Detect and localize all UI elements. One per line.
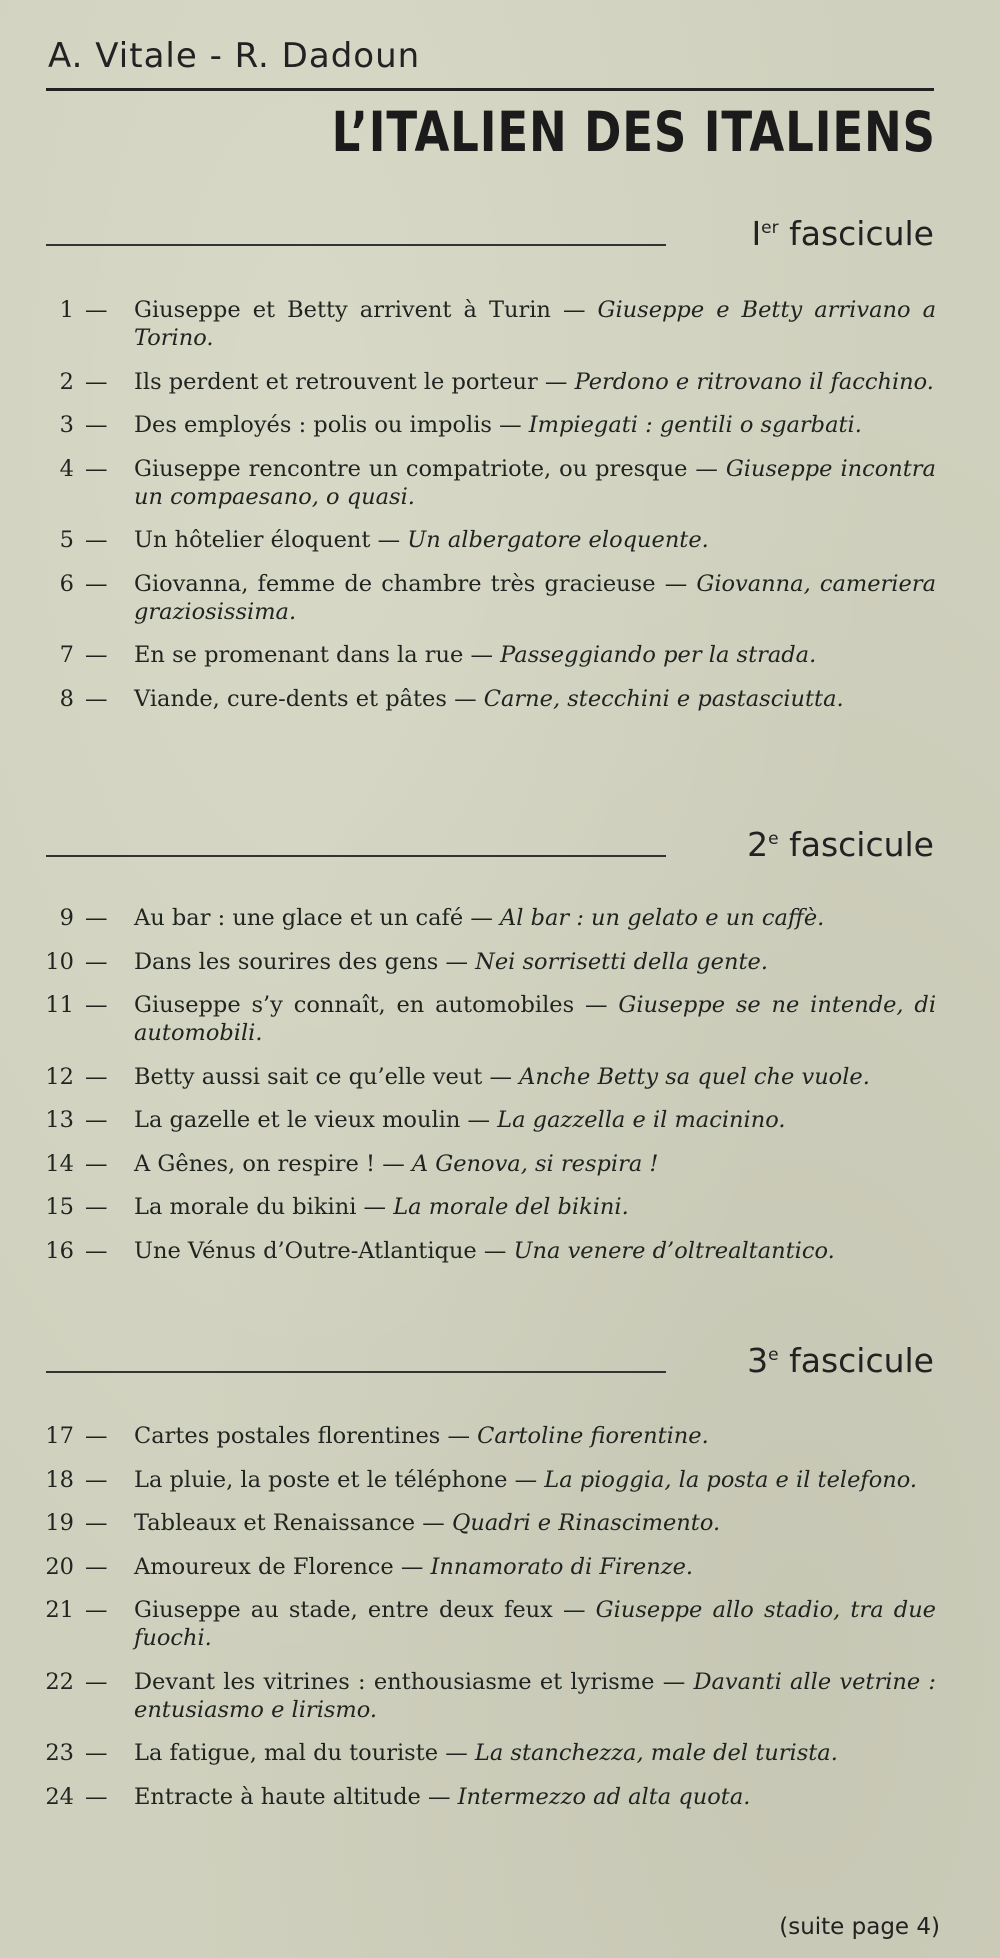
entry-italian: La stanchezza, male del turista.	[474, 1740, 838, 1766]
entry-dash: —	[85, 1063, 108, 1090]
entry-italian: Al bar : un gelato e un caffè.	[500, 905, 825, 931]
entry-italian: La pioggia, la posta e il telefono.	[544, 1466, 918, 1493]
entry-dash-inline: —	[467, 1107, 490, 1133]
section-label-prefix: 2	[747, 825, 769, 864]
entry-french: La pluie, la poste et le téléphone	[134, 1466, 508, 1493]
entry-french: Giovanna, femme de chambre très gracieuse	[134, 570, 656, 597]
section-label-prefix: I	[751, 214, 762, 253]
entry-french: Giuseppe rencontre un compatriote, ou presque	[134, 455, 688, 482]
section-label-sup: e	[768, 829, 779, 849]
entry-dash: —	[85, 570, 108, 597]
list-item	[30, 296, 936, 352]
section-label	[747, 1341, 934, 1380]
entry-dash-inline: —	[363, 1194, 387, 1220]
entry-dash: —	[85, 905, 108, 931]
authors: A. Vitale - R. Dadoun	[48, 36, 421, 76]
entry-french: Des employés : polis ou impolis	[134, 412, 492, 438]
list-item	[30, 1739, 936, 1767]
entry-italian: Giovanna, cameriera graziosissima.	[134, 570, 936, 625]
entry-dash-inline: —	[382, 1150, 405, 1177]
section-rule	[46, 244, 666, 246]
entry-number: 4	[59, 455, 74, 482]
list-item	[30, 991, 936, 1047]
section-heading-2	[46, 825, 934, 881]
list-item	[30, 1509, 936, 1537]
entry-dash: —	[85, 1194, 108, 1220]
list-item	[30, 1553, 936, 1581]
entry-dash-inline: —	[662, 1668, 686, 1695]
section-label-word: fascicule	[778, 214, 934, 253]
list-item	[30, 526, 936, 554]
entry-italian: Cartoline fiorentine.	[477, 1423, 709, 1449]
entry-number: 2	[59, 368, 74, 395]
entry-dash: —	[85, 1237, 108, 1264]
entry-french: Un hôtelier éloquent	[134, 527, 371, 553]
list-item	[30, 1063, 936, 1091]
entry-french: Dans les sourires des gens	[134, 948, 439, 975]
section-label	[747, 825, 934, 864]
entry-number: 1	[59, 297, 74, 323]
entry-number: 8	[59, 685, 74, 712]
entry-number: 6	[59, 570, 74, 597]
entry-dash: —	[85, 948, 108, 975]
entry-number: 16	[45, 1237, 74, 1264]
section-entries-3	[30, 1422, 936, 1826]
section-label-word: fascicule	[778, 825, 934, 864]
section-label-prefix: 3	[747, 1341, 769, 1380]
entry-italian: Nei sorrisetti della gente.	[475, 948, 768, 975]
entry-dash-inline: —	[544, 368, 568, 395]
entry-dash: —	[85, 1597, 108, 1623]
entry-italian: Una venere d’oltrealtantico.	[513, 1237, 835, 1264]
entry-number: 7	[59, 642, 74, 668]
page-title: L’ITALIEN DES ITALIENS	[331, 100, 936, 164]
entry-italian: Passeggiando per la strada.	[500, 642, 817, 668]
entry-french: A Gênes, on respire !	[134, 1150, 376, 1177]
entry-dash: —	[85, 412, 108, 438]
list-item	[30, 1193, 936, 1221]
entry-italian: Giuseppe incontra un compaesano, o quasi.	[134, 455, 936, 510]
entry-french: Amoureux de Florence	[134, 1553, 394, 1580]
entry-dash-inline: —	[514, 1466, 538, 1493]
list-item	[30, 1466, 936, 1494]
section-entries-2	[30, 904, 936, 1280]
entry-number: 3	[59, 412, 74, 438]
entry-french: Ils perdent et retrouvent le porteur	[134, 368, 538, 395]
entry-french: La fatigue, mal du touriste	[134, 1740, 439, 1766]
entry-dash-inline: —	[563, 1597, 586, 1623]
entry-italian: La morale del bikini.	[393, 1194, 629, 1220]
entry-italian: Anche Betty sa quel che vuole.	[519, 1063, 870, 1090]
list-item	[30, 1668, 936, 1724]
entry-french: Tableaux et Renaissance	[134, 1510, 416, 1536]
entry-dash: —	[85, 297, 108, 323]
entry-dash-inline: —	[445, 1740, 468, 1766]
entry-french: Giuseppe et Betty arrivent à Turin	[134, 297, 551, 323]
entry-dash-inline: —	[427, 1783, 451, 1810]
section-rule	[46, 855, 666, 857]
list-item	[30, 1783, 936, 1811]
entry-french: Entracte à haute altitude	[134, 1783, 421, 1810]
entry-dash: —	[85, 455, 108, 482]
entry-number: 19	[45, 1510, 74, 1536]
entry-dash-inline: —	[695, 455, 718, 482]
entry-italian: La gazzella e il macinino.	[497, 1107, 786, 1133]
list-item	[30, 1596, 936, 1652]
entry-italian: Impiegati : gentili o sgarbati.	[528, 412, 862, 438]
entry-number: 22	[45, 1668, 74, 1695]
list-item	[30, 1106, 936, 1134]
entry-dash-inline: —	[489, 1063, 512, 1090]
entry-dash-inline: —	[499, 412, 522, 438]
entry-dash-inline: —	[562, 297, 586, 323]
entry-number: 12	[45, 1063, 74, 1090]
entry-dash: —	[85, 368, 108, 395]
entry-number: 18	[45, 1466, 74, 1493]
entry-italian: Giuseppe e Betty arrivano a Torino.	[134, 297, 936, 351]
entry-number: 10	[45, 948, 74, 975]
entry-dash-inline: —	[664, 570, 688, 597]
entry-french: Betty aussi sait ce qu’elle veut	[134, 1063, 483, 1090]
entry-dash: —	[85, 1783, 108, 1810]
entry-dash: —	[85, 642, 108, 668]
section-heading-3	[46, 1341, 934, 1397]
section-entries-1	[30, 296, 936, 728]
entry-french: Giuseppe au stade, entre deux feux	[134, 1597, 553, 1623]
section-heading-1	[46, 214, 934, 270]
entry-italian: Quadri e Rinascimento.	[451, 1510, 721, 1536]
entry-number: 21	[45, 1597, 74, 1623]
entry-french: La gazelle et le vieux moulin	[134, 1107, 461, 1133]
entry-dash-inline: —	[470, 905, 493, 931]
entry-italian: Intermezzo ad alta quota.	[457, 1783, 751, 1810]
entry-number: 13	[45, 1107, 74, 1133]
entry-dash-inline: —	[377, 527, 401, 553]
entry-dash: —	[85, 1740, 108, 1766]
entry-french: La morale du bikini	[134, 1194, 357, 1220]
entry-italian: Davanti alle vetrine : entusiasmo e lirismo.	[134, 1668, 937, 1723]
entry-italian: Innamorato di Firenze.	[430, 1553, 694, 1580]
entry-dash: —	[85, 1150, 108, 1177]
section-rule	[46, 1371, 666, 1373]
entry-french: Cartes postales florentines	[134, 1423, 441, 1449]
entry-dash-inline: —	[470, 642, 494, 668]
entry-dash-inline: —	[445, 948, 468, 975]
entry-dash: —	[85, 1107, 108, 1133]
entry-number: 5	[59, 527, 74, 553]
entry-number: 17	[45, 1423, 74, 1449]
entry-italian: Un albergatore eloquente.	[407, 527, 709, 553]
section-label	[751, 214, 934, 253]
list-item	[30, 1422, 936, 1450]
list-item	[30, 685, 936, 713]
entry-number: 24	[45, 1783, 74, 1810]
entry-dash-inline: —	[483, 1237, 507, 1264]
entry-dash-inline: —	[422, 1510, 445, 1536]
entry-french: Au bar : une glace et un café	[134, 905, 464, 931]
section-label-sup: e	[768, 1345, 779, 1365]
entry-french: En se promenant dans la rue	[134, 642, 464, 668]
entry-french: Viande, cure-dents et pâtes	[134, 685, 447, 712]
entry-dash-inline: —	[447, 1423, 470, 1449]
entry-dash: —	[85, 1510, 108, 1536]
entry-italian: A Genova, si respira !	[411, 1150, 659, 1177]
entry-number: 15	[45, 1194, 74, 1220]
list-item	[30, 455, 936, 511]
entry-dash: —	[85, 1668, 108, 1695]
continuation-note: (suite page 4)	[779, 1914, 940, 1940]
entry-french: Devant les vitrines : enthousiasme et lyrisme	[134, 1668, 655, 1695]
list-item	[30, 641, 936, 669]
list-item	[30, 411, 936, 439]
section-label-sup: er	[761, 218, 779, 238]
entry-italian: Perdono e ritrovano il facchino.	[574, 368, 934, 395]
entry-dash: —	[85, 1466, 108, 1493]
entry-dash: —	[85, 685, 108, 712]
entry-dash: —	[85, 1553, 108, 1580]
list-item	[30, 368, 936, 396]
list-item	[30, 948, 936, 976]
top-rule	[46, 88, 934, 91]
list-item	[30, 570, 936, 626]
entry-dash: —	[85, 1423, 108, 1449]
entry-number: 11	[45, 992, 74, 1018]
entry-dash-inline: —	[585, 992, 608, 1018]
entry-french: Giuseppe s’y connaît, en automobiles	[134, 992, 575, 1018]
entry-italian: Giuseppe se ne intende, di automobili.	[134, 992, 937, 1046]
entry-number: 23	[45, 1740, 74, 1766]
list-item	[30, 1237, 936, 1265]
entry-dash: —	[85, 527, 108, 553]
list-item	[30, 904, 936, 932]
entry-number: 20	[45, 1553, 74, 1580]
entry-dash-inline: —	[454, 685, 477, 712]
entry-french: Une Vénus d’Outre-Atlantique	[134, 1237, 477, 1264]
entry-number: 9	[59, 905, 74, 931]
entry-number: 14	[45, 1150, 74, 1177]
list-item	[30, 1150, 936, 1178]
entry-dash: —	[85, 992, 108, 1018]
section-label-word: fascicule	[778, 1341, 934, 1380]
entry-italian: Carne, stecchini e pastasciutta.	[483, 685, 844, 712]
entry-dash-inline: —	[400, 1553, 424, 1580]
entry-italian: Giuseppe allo stadio, tra due fuochi.	[134, 1597, 936, 1651]
